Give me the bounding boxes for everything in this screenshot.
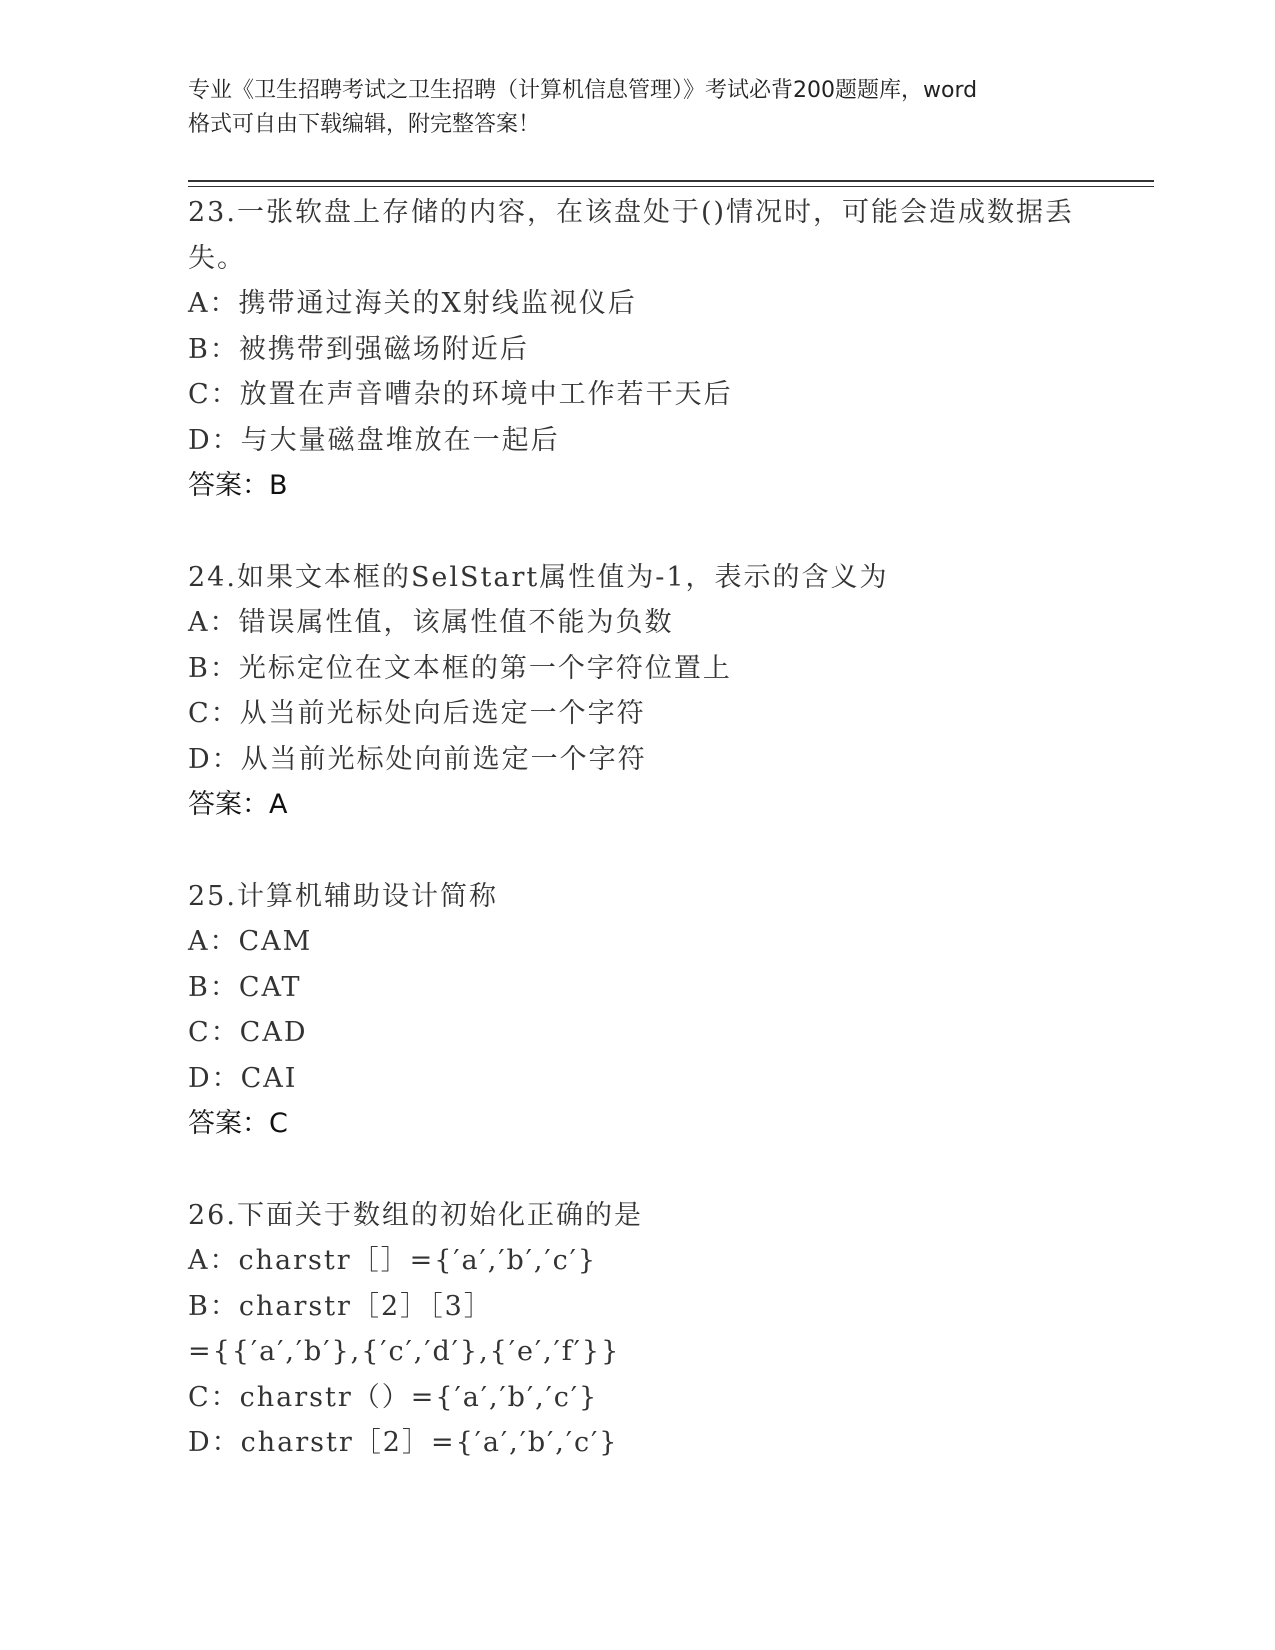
- header-divider-thick: [188, 180, 1154, 182]
- document-header: [188, 74, 1108, 142]
- option-b: B：被携带到强磁场附近后: [188, 333, 529, 365]
- option-d: D：CAI: [188, 1062, 298, 1094]
- option-c: C：从当前光标处向后选定一个字符: [188, 698, 646, 729]
- option-b: B：charstr［2］［3］: [188, 1290, 493, 1322]
- question-stem: 26.下面关于数组的初始化正确的是: [188, 1199, 643, 1231]
- question-stem-continued: 失。: [188, 242, 246, 274]
- header-line-2: 格式可自由下载编辑，附完整答案！: [188, 112, 541, 137]
- option-a: A：CAM: [188, 926, 313, 957]
- option-a: A：携带通过海关的X射线监视仪后: [188, 288, 637, 319]
- option-c: C：CAD: [188, 1017, 308, 1048]
- question-26: [188, 1193, 1138, 1466]
- option-a: A：错误属性值，该属性值不能为负数: [188, 607, 674, 638]
- option-c: C：charstr（）={′a′,′b′,′c′}: [188, 1381, 599, 1413]
- option-c: C：放置在声音嘈杂的环境中工作若干天后: [188, 379, 733, 410]
- answer-line: 答案：C: [188, 1108, 288, 1139]
- question-24: [188, 555, 1138, 828]
- option-b: B：光标定位在文本框的第一个字符位置上: [188, 652, 732, 684]
- option-a: A：charstr［］={′a′,′b′,′c′}: [188, 1245, 598, 1276]
- option-d: D：charstr［2］={′a′,′b′,′c′}: [188, 1427, 619, 1458]
- option-b-continued: ={{′a′,′b′},{′c′,′d′},{′e′,′f′}}: [188, 1336, 621, 1367]
- question-25: [188, 874, 1138, 1147]
- answer-line: 答案：B: [188, 470, 288, 501]
- option-d: D：从当前光标处向前选定一个字符: [188, 743, 647, 775]
- option-d: D：与大量磁盘堆放在一起后: [188, 424, 560, 456]
- answer-line: 答案：A: [188, 789, 288, 820]
- question-stem: 24.如果文本框的SelStart属性值为-1，表示的含义为: [188, 561, 889, 593]
- question-23: [188, 190, 1138, 509]
- header-line-1: 专业《卫生招聘考试之卫生招聘（计算机信息管理）》考试必背200题题库，word: [188, 78, 978, 103]
- question-stem: 25.计算机辅助设计简称: [188, 880, 498, 912]
- option-b: B：CAT: [188, 971, 302, 1003]
- header-divider-thin: [188, 186, 1154, 187]
- question-stem: 23.一张软盘上存储的内容，在该盘处于()情况时，可能会造成数据丢: [188, 197, 1075, 228]
- question-list: [188, 190, 1138, 1512]
